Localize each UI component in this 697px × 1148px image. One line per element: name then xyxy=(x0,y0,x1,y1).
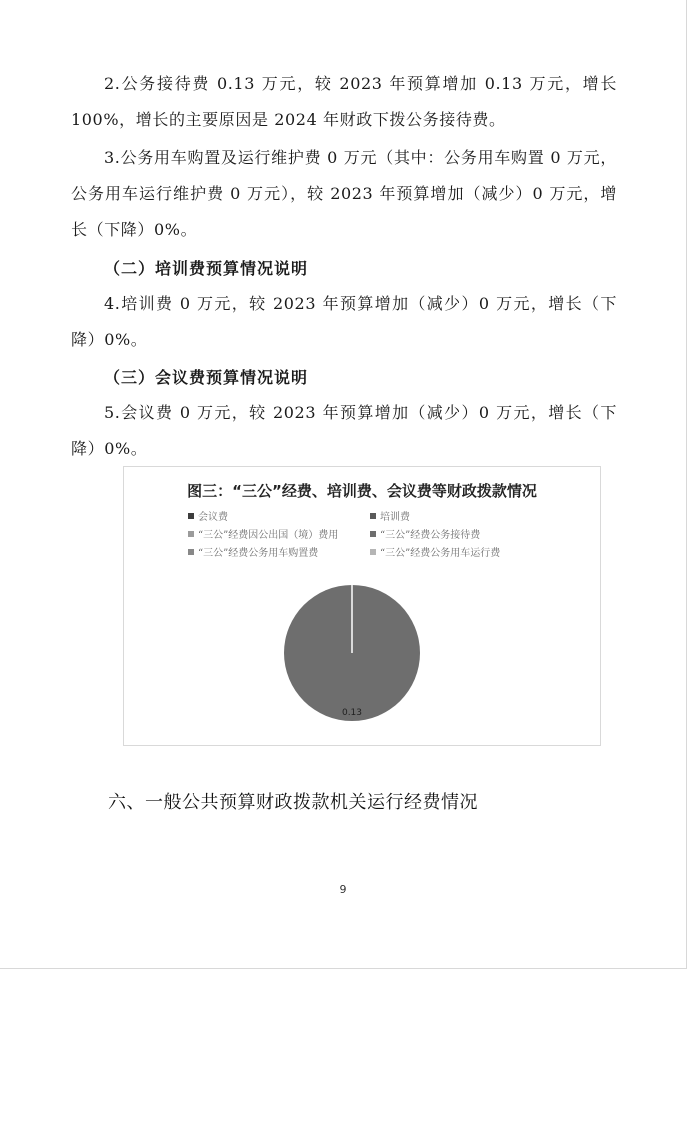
pie-plot xyxy=(124,467,600,745)
legend-label: 会议费 xyxy=(198,512,228,523)
legend-label: “三公”经费公务用车运行费 xyxy=(380,548,501,559)
paragraph-meeting-fee: 5.会议费 0 万元，较 2023 年预算增加（减少）0 万元，增长（下降）0%。 xyxy=(71,403,617,458)
paragraph-vehicle-fee: 3.公务用车购置及运行维护费 0 万元（其中：公务用车购置 0 万元，公务用车运行维护费 0 万元），较 2023 年预算增加（减少）0 万元，增长（下降）0%。 xyxy=(71,148,617,239)
chart-title: 图三：“三公”经费、培训费、会议费等财政拨款情况 xyxy=(187,482,537,500)
subheading-meeting: （三）会议费预算情况说明 xyxy=(104,368,309,387)
pie-chart xyxy=(123,466,601,746)
section-title: 六、一般公共预算财政拨款机关运行经费情况 xyxy=(108,792,478,813)
subheading-training: （二）培训费预算情况说明 xyxy=(104,259,309,278)
legend-label: “三公”经费因公出国（境）费用 xyxy=(198,530,339,541)
legend-label: “三公”经费公务用车购置费 xyxy=(198,548,319,559)
pie-data-label: 0.13 xyxy=(341,708,363,718)
legend-label: “三公”经费公务接待费 xyxy=(380,530,481,541)
page-number: 9 xyxy=(339,883,347,896)
paragraph-training-fee: 4.培训费 0 万元，较 2023 年预算增加（减少）0 万元，增长（下降）0%。 xyxy=(71,294,617,349)
paragraph-reception-fee: 2.公务接待费 0.13 万元，较 2023 年预算增加 0.13 万元，增长 100%，增长的主要原因是 2024 年财政下拨公务接待费。 xyxy=(71,74,617,129)
legend-label: 培训费 xyxy=(380,512,410,523)
